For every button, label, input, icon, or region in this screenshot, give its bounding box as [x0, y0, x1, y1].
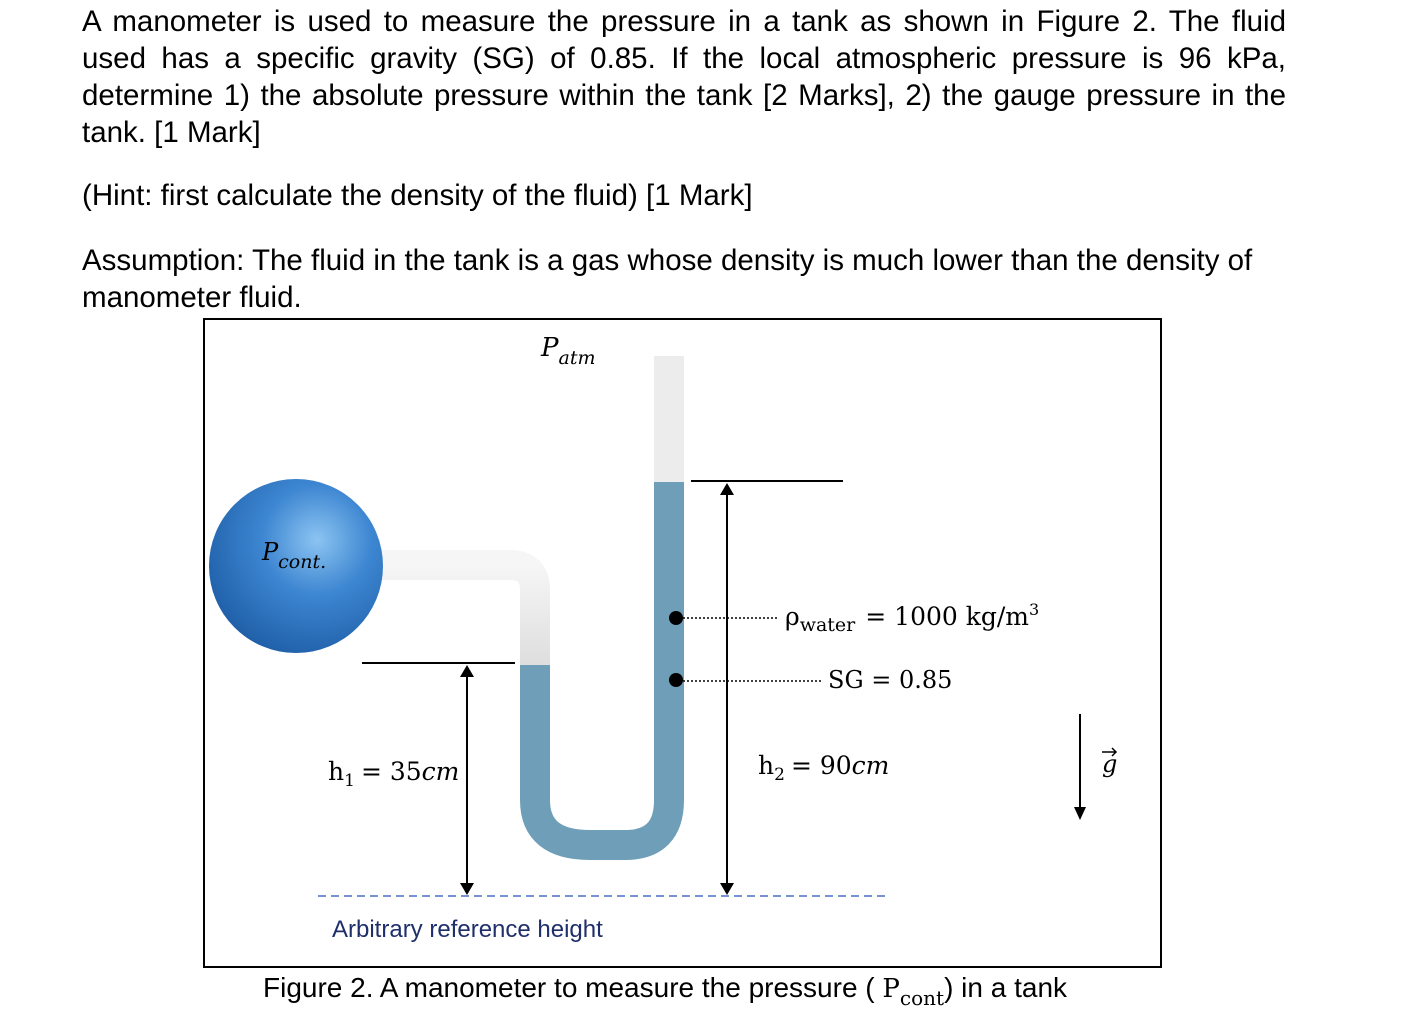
- h1-arrow-up: [460, 665, 474, 677]
- sg-dot: [669, 673, 683, 687]
- density-label: $\rho_{water} = 1000$ $kg/m^3$: [785, 600, 1040, 636]
- gravity-arrowhead: [1074, 807, 1086, 820]
- h1-label: $h_1 = 35cm$: [328, 757, 460, 791]
- p-atm-label: $P_{atm}$: [541, 333, 596, 369]
- density-dot: [669, 611, 683, 625]
- manometer-fluid: [535, 482, 669, 845]
- h1-arrow-down: [460, 883, 474, 895]
- sg-label: SG = 0.85: [828, 666, 953, 694]
- p-cont-label: $P_{cont.}$: [262, 538, 327, 573]
- assumption-text: Assumption: The fluid in the tank is a gas whose density is much lower than the density of manometer fluid.: [82, 244, 1253, 314]
- connecting-tube: [368, 565, 535, 665]
- problem-statement: A manometer is used to measure the pressure in a tank as shown in Figure 2. The fluid used has a specific gravity (SG) of 0.85. If the local atmospheric pressure is 96 kPa, determine 1) the absolute pressure within the tank [2 Marks], 2) the gauge pressure in the tank. [1 Mark]: [82, 5, 1286, 149]
- reference-label: Arbitrary reference height: [332, 916, 603, 943]
- figure-caption: Figure 2. A manometer to measure the pressure ( $P_{cont}$) in a tank: [263, 972, 1068, 1010]
- h2-label: $h_2 = 90cm$: [758, 751, 890, 785]
- hint-text: (Hint: first calculate the density of the fluid) [1 Mark]: [82, 179, 753, 212]
- gravity-label: g: [1102, 750, 1118, 778]
- h2-arrow-up: [720, 483, 734, 495]
- h2-arrow-down: [720, 883, 734, 895]
